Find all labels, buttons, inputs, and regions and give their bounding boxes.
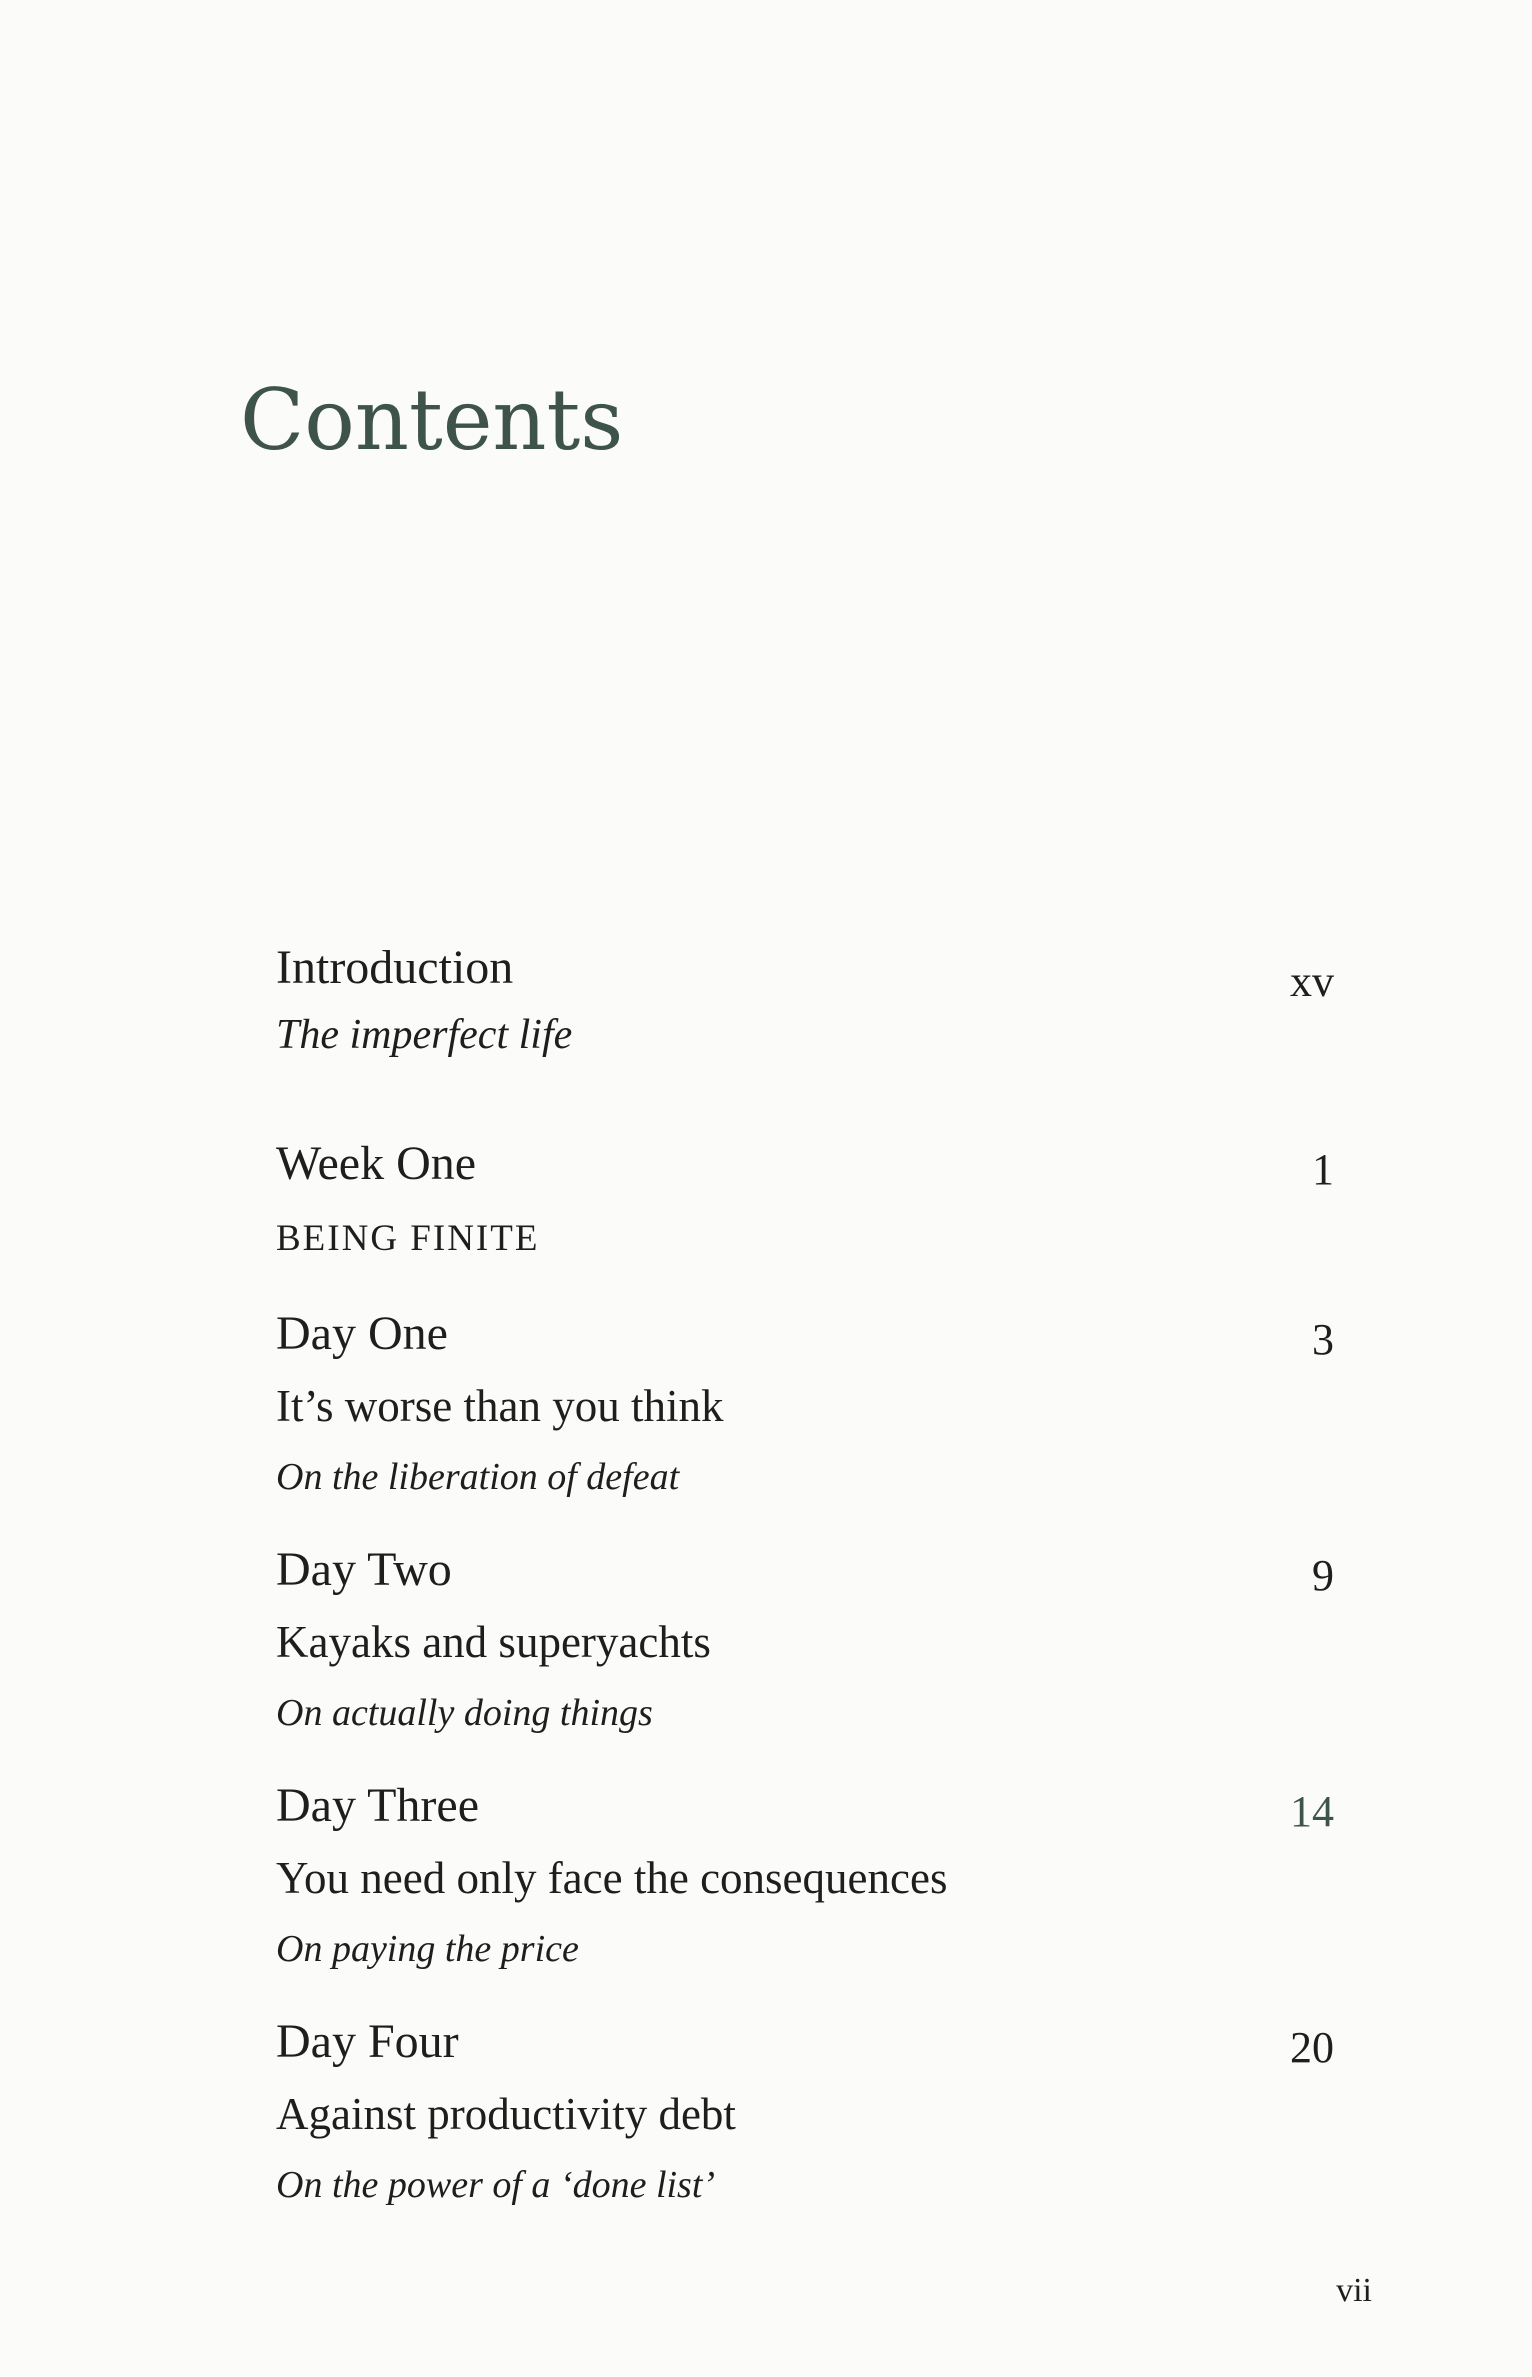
toc-entry-title: Day Four bbox=[276, 2015, 459, 2068]
toc-entry-subtitle: Kayaks and superyachts bbox=[276, 1617, 711, 1667]
toc-entry-description: The imperfect life bbox=[276, 1012, 573, 1058]
toc-entry-page: 9 bbox=[1312, 1551, 1334, 1600]
toc-entry-title: Week One bbox=[276, 1137, 477, 1190]
toc-entry-title: Day Three bbox=[276, 1779, 480, 1832]
toc-entry-subtitle: You need only face the consequences bbox=[276, 1853, 948, 1903]
page-title: Contents bbox=[240, 371, 624, 469]
toc-entry-subtitle: Against productivity debt bbox=[276, 2089, 736, 2139]
toc-entry-page: 20 bbox=[1290, 2023, 1334, 2072]
toc-entry-subtitle: It’s worse than you think bbox=[276, 1381, 724, 1431]
page-number: vii bbox=[1336, 2272, 1372, 2309]
toc-entry-title: Day One bbox=[276, 1307, 448, 1360]
toc-entry-description: On the liberation of defeat bbox=[276, 1456, 680, 1498]
toc-entry-page: 1 bbox=[1312, 1145, 1334, 1194]
toc-entry-title: Day Two bbox=[276, 1543, 452, 1596]
toc-part-label: BEING FINITE bbox=[276, 1218, 540, 1259]
toc-entry-description: On actually doing things bbox=[276, 1692, 653, 1734]
toc-entry-page: 14 bbox=[1290, 1787, 1334, 1836]
toc-entry-title: Introduction bbox=[276, 941, 514, 994]
toc-entry-page: xv bbox=[1290, 957, 1334, 1006]
toc-entry-description: On paying the price bbox=[276, 1928, 579, 1970]
toc-entry-page: 3 bbox=[1312, 1315, 1334, 1364]
toc-entry-description: On the power of a ‘done list’ bbox=[276, 2164, 716, 2206]
